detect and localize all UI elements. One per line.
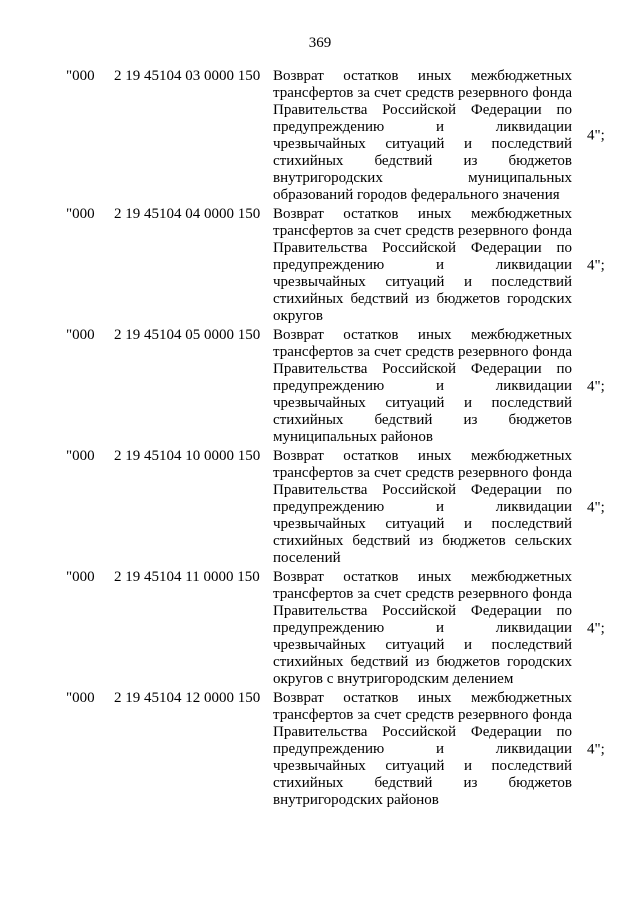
entry-description: Возврат остатков иных межбюджетных трансфертов за счет средств резервного фонда Правительства Российской Федерации по предупреждению и ликвидации чрезвычайных ситуаций и последствий стихийных бедствий из бюджетов внутригородских муниципальных образований городов федерального значения [273,68,572,203]
entry-description: Возврат остатков иных межбюджетных трансфертов за счет средств резервного фонда Правительства Российской Федерации по предупреждению и ликвидации чрезвычайных ситуаций и последствий стихийных бедствий из бюджетов муниципальных районов [273,327,572,445]
budget-code-entry [0,448,640,567]
budget-code-list [0,68,640,811]
entry-suffix: 4"; [587,257,605,273]
entry-suffix: 4"; [587,620,605,636]
entry-description: Возврат остатков иных межбюджетных трансфертов за счет средств резервного фонда Правительства Российской Федерации по предупреждению и ликвидации чрезвычайных ситуаций и последствий стихийных бедствий из бюджетов городских округов [273,206,572,324]
budget-classification-code: 2 19 45104 10 0000 150 [114,448,261,464]
entry-suffix: 4"; [587,499,605,515]
budget-classification-code: 2 19 45104 11 0000 150 [114,569,260,585]
entry-prefix: "000 [66,327,95,343]
entry-suffix: 4"; [587,741,605,757]
budget-classification-code: 2 19 45104 05 0000 150 [114,327,261,343]
budget-code-entry [0,327,640,446]
entry-prefix: "000 [66,690,95,706]
entry-prefix: "000 [66,206,95,222]
entry-prefix: "000 [66,448,95,464]
entry-prefix: "000 [66,569,95,585]
budget-classification-code: 2 19 45104 04 0000 150 [114,206,261,222]
entry-suffix: 4"; [587,127,605,144]
entry-description: Возврат остатков иных межбюджетных трансфертов за счет средств резервного фонда Правительства Российской Федерации по предупреждению и ликвидации чрезвычайных ситуаций и последствий стихийных бедствий из бюджетов сельских поселений [273,448,572,566]
budget-code-entry [0,206,640,325]
budget-code-entry [0,690,640,809]
entry-description: Возврат остатков иных межбюджетных трансфертов за счет средств резервного фонда Правительства Российской Федерации по предупреждению и ликвидации чрезвычайных ситуаций и последствий стихийных бедствий из бюджетов городских округов с внутригородским делением [273,569,572,687]
budget-classification-code: 2 19 45104 03 0000 150 [114,68,261,84]
budget-code-entry [0,569,640,688]
entry-suffix: 4"; [587,378,605,394]
page-number: 369 [308,35,332,51]
budget-code-entry [0,68,640,204]
entry-description: Возврат остатков иных межбюджетных трансфертов за счет средств резервного фонда Правительства Российской Федерации по предупреждению и ликвидации чрезвычайных ситуаций и последствий стихийных бедствий из бюджетов внутригородских районов [273,690,572,808]
entry-prefix: "000 [66,68,95,84]
budget-classification-code: 2 19 45104 12 0000 150 [114,690,261,706]
